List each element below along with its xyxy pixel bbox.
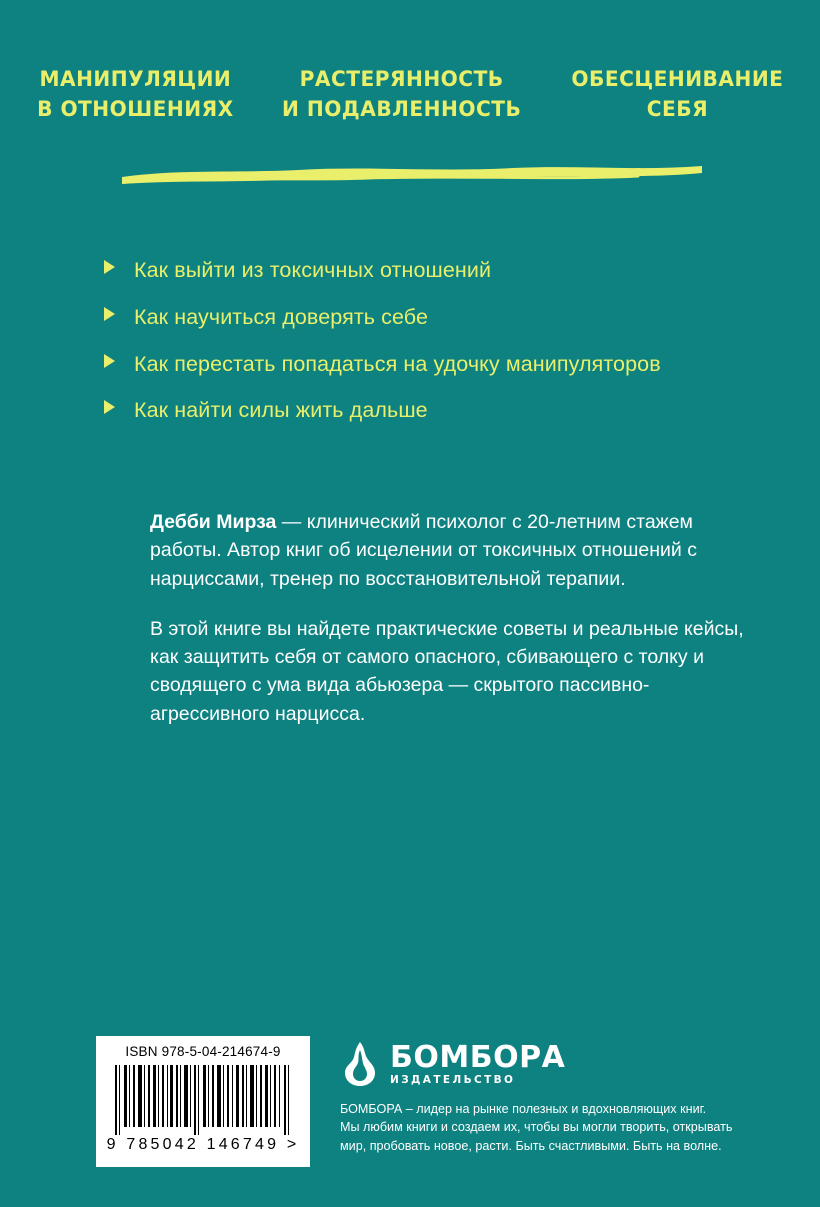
publisher-description-line: Мы любим книги и создаем их, чтобы вы могли творить, открывать [340,1120,733,1135]
headline-column-1 [37,64,234,125]
barcode-digit-main: 785042 146749 [126,1136,280,1153]
headline-line: РАСТЕРЯННОСТЬ [299,67,504,91]
headline-line: В ОТНОШЕНИЯХ [36,97,234,122]
headline-line: СЕБЯ [646,97,708,122]
author-paragraph [150,508,750,593]
book-description-paragraph: В этой книге вы найдете практические советы и реальные кейсы, как защитить себя от самого опасного, сбивающего с толку и сводящего с ума вида абьюзера — скрытого пассивно-агрессивного нарцисса. [150,617,744,725]
headline-column-3 [571,64,783,125]
list-item-label: Как перестать попадаться на удочку манипуляторов [134,351,661,376]
list-item [104,305,784,331]
publisher-name: БОМБОРА [390,1039,566,1075]
triangle-bullet-icon [104,260,134,277]
publisher-subtitle: ИЗДАТЕЛЬСТВО [390,1073,516,1086]
publisher-description-line: БОМБОРА – лидер на рынке полезных и вдохновляющих книг. [340,1102,707,1116]
headline-line: МАНИПУЛЯЦИИ [38,67,231,91]
bombora-flame-icon [340,1040,380,1088]
headline-line: ОБЕСЦЕНИВАНИЕ [571,67,784,91]
isbn-barcode-block [96,1036,310,1167]
body-copy [150,508,750,750]
list-item-label: Как научиться доверять себе [134,304,429,329]
list-item [104,258,784,284]
bullet-list [104,258,784,445]
barcode-digit-right: > [286,1136,300,1153]
headline-row [0,64,820,125]
headline-line: И ПОДАВЛЕННОСТЬ [282,97,522,122]
author-name: Дебби Мирза [150,511,277,533]
publisher-names [390,1039,566,1086]
publisher-logo-row [340,1040,760,1088]
list-item [104,398,784,424]
barcode-digit-left: 9 [106,1136,119,1153]
author-description: — клинический психолог с 20-летним стажем работы. Автор книг об исцелении от токсичных отношений с нарциссами, тренер по восстановительной терапии. [150,511,697,590]
brush-stroke-decoration [118,160,706,186]
barcode-digits [97,1136,309,1154]
isbn-label: ISBN 978-5-04-214674-9 [125,1044,281,1059]
triangle-bullet-icon [104,307,134,324]
publisher-description-line: мир, пробовать новое, расти. Быть счастливыми. Быть на волне. [340,1138,722,1153]
triangle-bullet-icon [104,354,134,371]
publisher-block [340,1040,760,1155]
headline-column-2 [282,64,521,125]
barcode-image [110,1065,296,1135]
list-item [104,352,784,378]
headline-block [0,64,820,125]
list-item-label: Как выйти из токсичных отношений [134,258,492,282]
list-item-label: Как найти силы жить дальше [134,398,428,423]
publisher-description [340,1100,760,1155]
triangle-bullet-icon [104,400,134,417]
